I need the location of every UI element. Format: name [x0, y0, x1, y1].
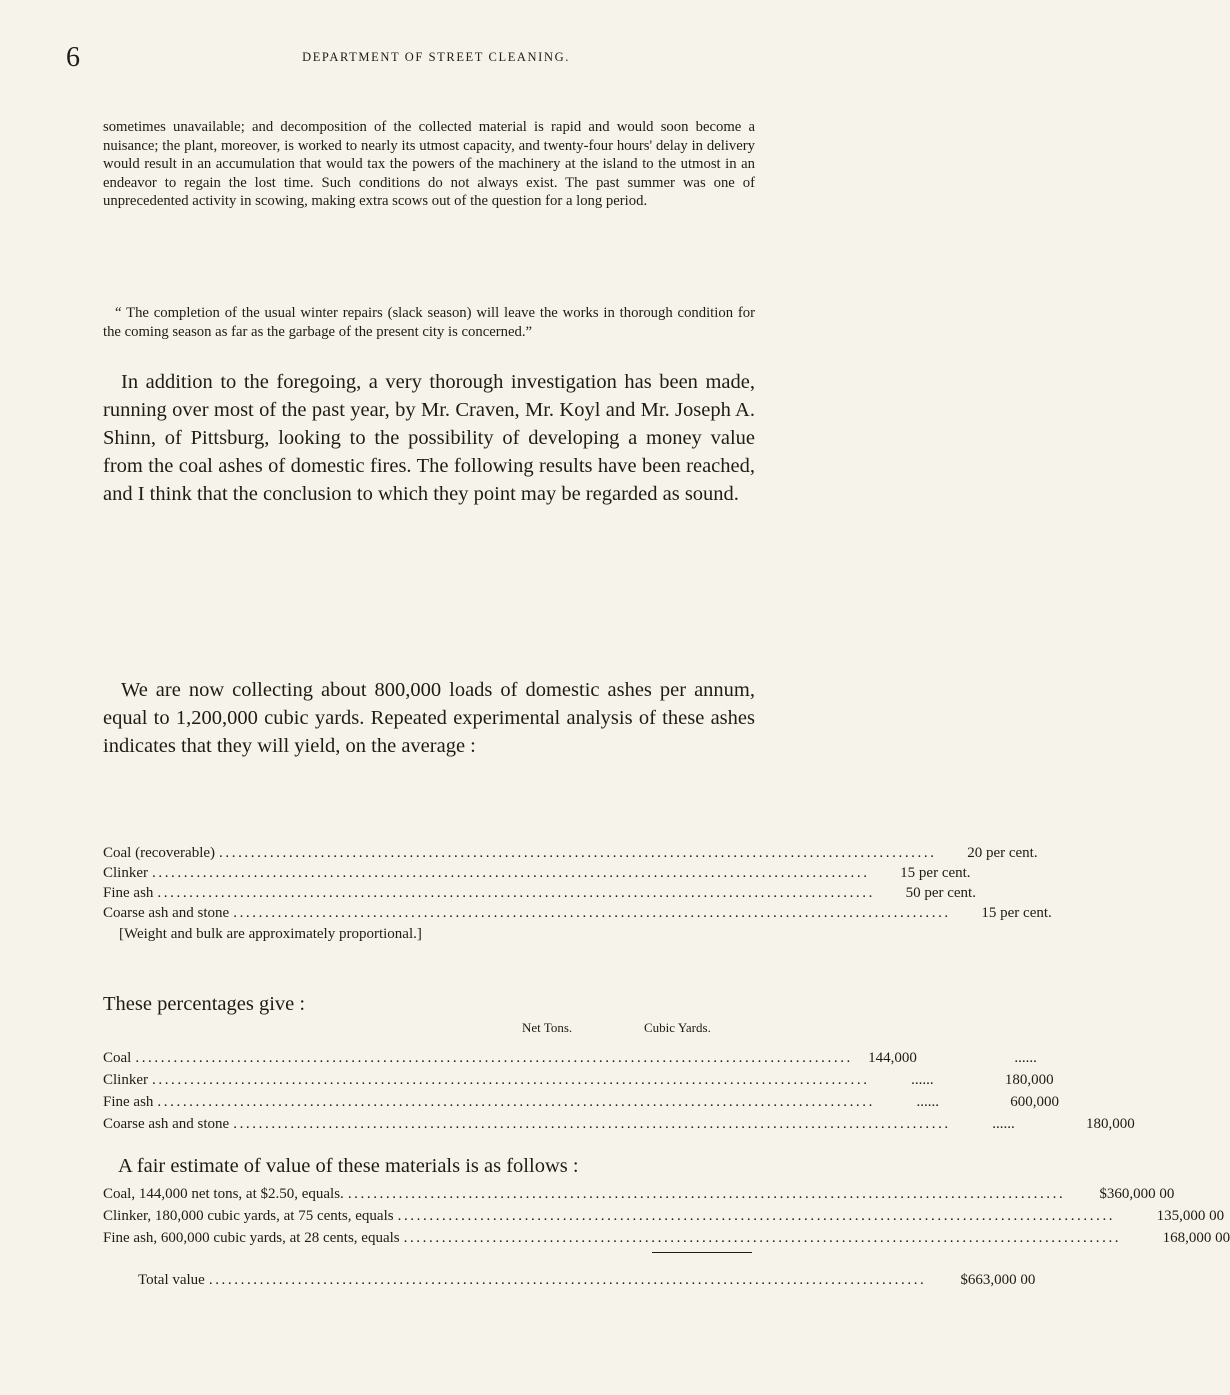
- dot-leader: .................................................................................................................: [135, 1050, 853, 1066]
- table-row-label: Fine ash: [103, 1094, 154, 1110]
- composition-value: 50 per cent.: [905, 885, 976, 901]
- valuation-amount: 168,000 00: [1162, 1230, 1230, 1246]
- table-row: [103, 1114, 1135, 1134]
- valuation-row: [103, 1228, 1230, 1248]
- dot-leader: .................................................................................................................: [157, 885, 875, 901]
- net-tons-value: ......: [916, 1094, 939, 1110]
- cubic-yards-value: ......: [1014, 1050, 1037, 1066]
- composition-value: 20 per cent.: [967, 845, 1038, 861]
- valuation-label: Fine ash, 600,000 cubic yards, at 28 cents, equals: [103, 1230, 400, 1246]
- composition-label: Coarse ash and stone: [103, 905, 230, 921]
- page-header: [66, 43, 766, 73]
- table-row-label: Coal: [103, 1050, 132, 1066]
- composition-value: 15 per cent.: [900, 865, 971, 881]
- dot-leader: .................................................................................................................: [233, 1116, 951, 1132]
- dot-leader: .................................................................................................................: [152, 865, 870, 881]
- valuation-row: [103, 1206, 1225, 1226]
- dot-leader: .................................................................................................................: [397, 1208, 1116, 1224]
- valuation-amount: 135,000 00: [1156, 1208, 1225, 1224]
- column-header-net-tons: Net Tons.: [522, 1020, 573, 1035]
- dot-leader: .................................................................................................................: [152, 1072, 870, 1088]
- dot-leader: .................................................................................................................: [219, 845, 937, 861]
- dot-leader: .................................................................................................................: [347, 1186, 1066, 1202]
- valuation-amount: $360,000 00: [1099, 1186, 1175, 1202]
- valuation-label: Clinker, 180,000 cubic yards, at 75 cents, equals: [103, 1208, 394, 1224]
- column-header-cubic-yards: Cubic Yards.: [644, 1020, 711, 1035]
- body-paragraph-2: [103, 676, 755, 760]
- net-tons-value: 144,000: [868, 1050, 917, 1066]
- composition-label: Clinker: [103, 865, 148, 881]
- composition-row: [103, 903, 1052, 923]
- body-text-1: In addition to the foregoing, a very thorough investigation has been made, running over most of the past year, by Mr. Craven, Mr. Koyl and Mr. Joseph A. Shinn, of Pittsburg, looking to the possibility of developing a money value from the coal ashes of domestic fires. The following results have been reached, and I think that the conclusion to which they point may be regarded as sound.: [103, 371, 755, 505]
- page-number: 6: [66, 42, 80, 73]
- composition-note: [Weight and bulk are approximately proportional.]: [119, 926, 422, 942]
- body-paragraph-1: [103, 368, 755, 508]
- quoted-report-paragraph-1: [103, 118, 755, 211]
- cubic-yards-value: 180,000: [1004, 1072, 1054, 1088]
- quoted-report-paragraph-2: [103, 304, 755, 341]
- sum-rule: [652, 1252, 752, 1253]
- running-head: DEPARTMENT OF STREET CLEANING.: [302, 50, 570, 64]
- valuation-intro-block: [118, 1152, 758, 1180]
- table-row: [103, 1070, 1054, 1090]
- composition-label: Coal (recoverable): [103, 845, 216, 861]
- cubic-yards-value: 600,000: [1010, 1094, 1059, 1110]
- valuation-row: [103, 1184, 1175, 1204]
- dot-leader: .................................................................................................................: [233, 905, 951, 921]
- cubic-yards-value: 180,000: [1086, 1116, 1135, 1132]
- composition-row: [103, 863, 971, 883]
- composition-label: Fine ash: [103, 885, 154, 901]
- net-tons-value: ......: [911, 1072, 934, 1088]
- dot-leader: .................................................................................................................: [208, 1272, 927, 1288]
- dot-leader: .................................................................................................................: [403, 1230, 1122, 1246]
- quote-text-2: “ The completion of the usual winter repairs (slack season) will leave the works in thorough condition for the coming season as far as the garbage of the present city is concerned.”: [103, 305, 755, 340]
- dot-leader: .................................................................................................................: [157, 1094, 875, 1110]
- net-tons-value: ......: [992, 1116, 1015, 1132]
- composition-row: [103, 843, 1038, 863]
- total-label: Total value: [138, 1272, 205, 1288]
- total-row: [138, 1270, 1036, 1290]
- body-text-2: We are now collecting about 800,000 loads of domestic ashes per annum, equal to 1,200,000 cubic yards. Repeated experimental analysis of these ashes indicates that they will yield, on the average :: [103, 679, 755, 757]
- total-amount: $663,000 00: [960, 1272, 1036, 1288]
- composition-value: 15 per cent.: [981, 905, 1052, 921]
- table-row: [103, 1092, 1059, 1112]
- percentages-intro: These percentages give :: [103, 993, 306, 1015]
- table-row-label: Coarse ash and stone: [103, 1116, 230, 1132]
- valuation-label: Coal, 144,000 net tons, at $2.50, equals.: [103, 1186, 344, 1202]
- percentages-intro-block: [103, 990, 755, 1018]
- composition-row: [103, 883, 976, 903]
- quote-text-1: sometimes unavailable; and decomposition of the collected material is rapid and would soon become a nuisance; the plant, moreover, is worked to nearly its utmost capacity, and twenty-four hours' delay in delivery would result in an accumulation that would tax the powers of the machinery at the island to the utmost in an endeavor to regain the lost time. Such conditions do not always exist. The past summer was one of unprecedented activity in scowing, making extra scows out of the question for a long period.: [103, 119, 755, 209]
- table-row: [103, 1048, 1037, 1068]
- valuation-intro: A fair estimate of value of these materials is as follows :: [118, 1155, 579, 1177]
- table-row-label: Clinker: [103, 1072, 148, 1088]
